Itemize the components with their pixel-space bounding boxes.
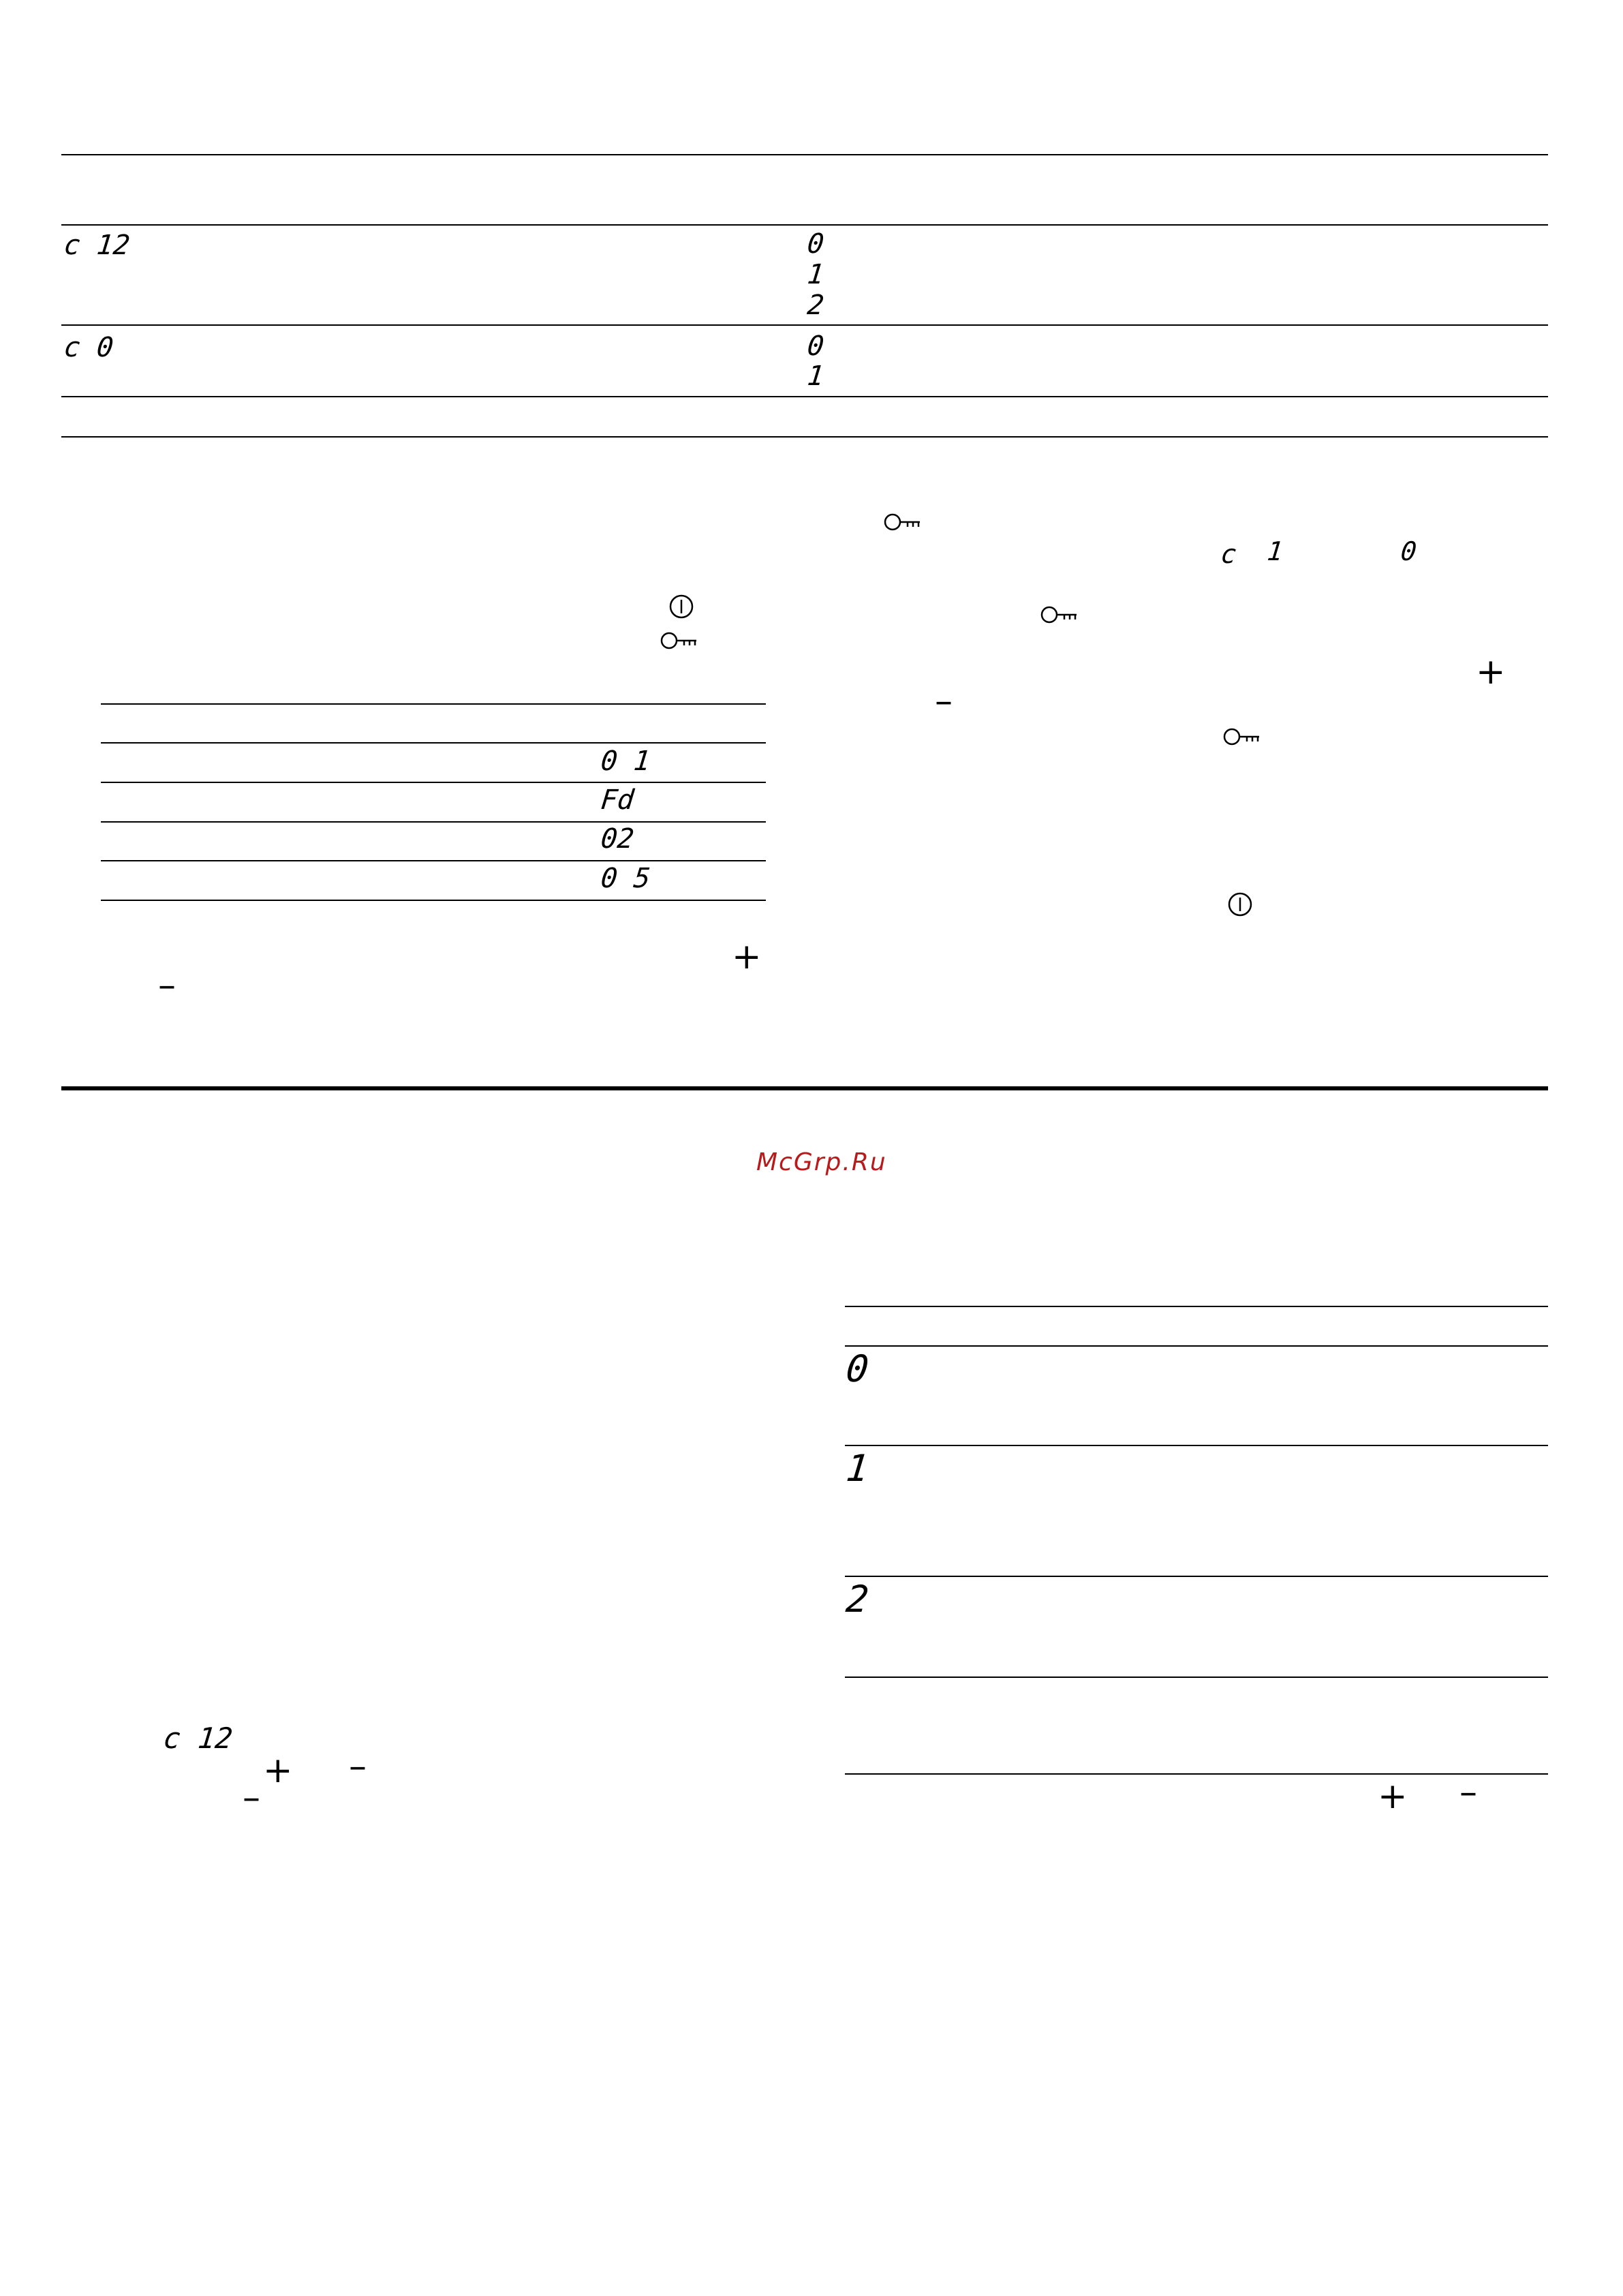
key-icon (660, 630, 699, 652)
minus-symbol: – (1459, 1772, 1477, 1813)
plus-symbol: + (1476, 652, 1506, 692)
code-table-row-rule (101, 860, 766, 861)
code-table-header-rule (101, 742, 766, 744)
minus-symbol: – (243, 1777, 260, 1818)
watermark: McGrp.Ru (756, 1148, 887, 1176)
code-value: 0 1 (599, 746, 652, 777)
key-icon (1040, 604, 1079, 626)
setting-code-c0: c 0 (62, 332, 115, 363)
table-header-rule (61, 224, 1548, 226)
code-value: Fd (599, 784, 636, 816)
power-icon (1227, 891, 1253, 917)
display-code-c: c (1219, 539, 1239, 569)
table-bottom-rule (61, 396, 1548, 397)
setting-value-2: 2 (844, 1578, 871, 1621)
minus-symbol: – (158, 965, 176, 1006)
table-row-rule (845, 1677, 1548, 1678)
setting-value-1: 1 (805, 259, 826, 290)
table-row-rule (61, 324, 1548, 326)
setting-code-c12: c 12 (161, 1721, 234, 1755)
setting-value-1: 1 (805, 361, 826, 392)
display-value: 0 (1399, 536, 1419, 566)
table-header-rule (845, 1345, 1548, 1347)
code-table-row-rule (101, 821, 766, 823)
table-bottom-rule-2 (61, 436, 1548, 438)
minus-symbol: – (935, 681, 953, 722)
section-divider (61, 1086, 1548, 1090)
code-value: 0 5 (599, 863, 652, 894)
minus-symbol: – (349, 1746, 367, 1787)
setting-code-c12: c 12 (62, 230, 132, 261)
setting-value-1: 1 (844, 1447, 871, 1490)
plus-symbol: + (263, 1750, 293, 1791)
code-table-top-rule (101, 703, 766, 705)
power-icon (668, 594, 694, 619)
code-value: 02 (599, 823, 636, 855)
setting-value-2: 2 (805, 290, 826, 321)
key-icon (883, 511, 923, 533)
table-top-rule (61, 154, 1548, 155)
key-icon (1222, 726, 1262, 748)
plus-symbol: + (732, 936, 762, 977)
display-code-1: 1 (1265, 536, 1285, 566)
table-row-rule (845, 1576, 1548, 1577)
table-top-rule (845, 1306, 1548, 1307)
setting-value-0: 0 (844, 1347, 871, 1390)
setting-value-0: 0 (805, 331, 826, 362)
table-bottom-rule (845, 1773, 1548, 1775)
setting-value-0: 0 (805, 228, 826, 260)
code-table-bottom-rule (101, 900, 766, 901)
plus-symbol: + (1378, 1776, 1408, 1817)
table-row-rule (845, 1445, 1548, 1446)
code-table-row-rule (101, 782, 766, 783)
